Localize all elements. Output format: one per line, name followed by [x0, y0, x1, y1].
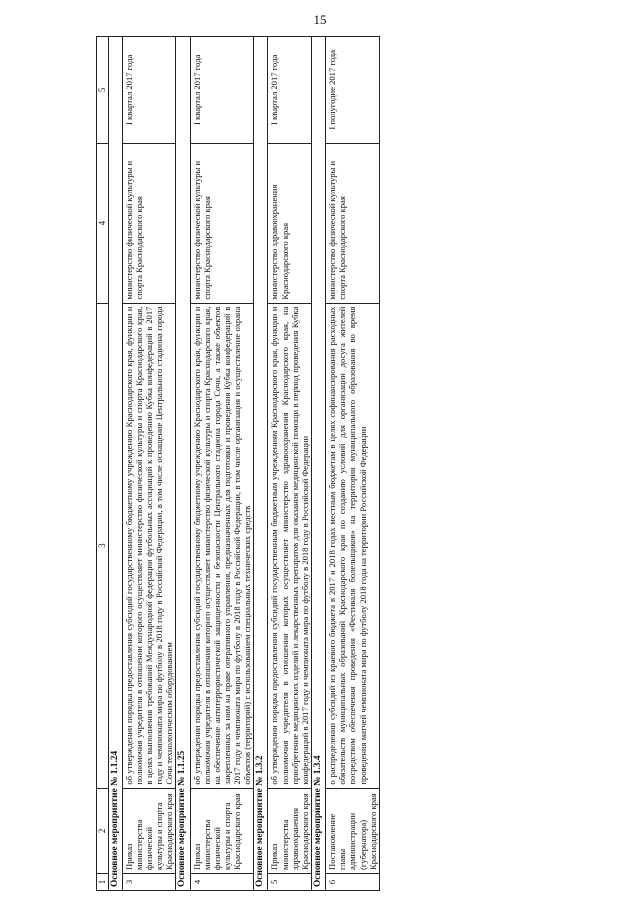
column-number: 2 — [97, 788, 109, 873]
document-description: об утверждении порядка предоставления субсидий государственному бюджетному учреждению Краснодарского края, функции и полномочия учредителя в отношении которого осуществляет министерство физической культуры и спорта Краснодарского края, на обеспечение антитеррористической защищенности и безопасности Центрального стадиона города Сочи, а также объектов закрепленных за ним на праве оперативного управления, предназначенных для подготовки и проведения Кубка конфедераций в 2017 году и чемпионата мира по футболу в 2018 году в Российской Федерации, в том числе организация и осуществление охрана объектов (территорий) с использованием специальных технических средств — [190, 303, 254, 788]
table-row — [190, 37, 254, 891]
row-number: 6 — [326, 873, 380, 890]
document-type: Постановление главы администрации (губернатора) Краснодарского края — [326, 788, 380, 873]
deadline: I квартал 2017 года — [268, 37, 312, 144]
deadline: I квартал 2017 года — [122, 37, 176, 144]
table-row — [268, 37, 312, 891]
section-row — [176, 37, 190, 891]
document-type: Приказ министерства здравоохранения Краснодарского края — [268, 788, 312, 873]
section-row — [254, 37, 268, 891]
row-number: 5 — [268, 873, 312, 890]
table-row — [122, 37, 176, 891]
section-title: Основное мероприятие № 1.1.24 — [108, 37, 122, 891]
row-number: 3 — [122, 873, 176, 890]
section-row — [108, 37, 122, 891]
executor: министерство здравоохранения Краснодарского края — [268, 143, 312, 303]
executor: министерство физической культуры и спорта Краснодарского края — [326, 143, 380, 303]
page-number: 15 — [313, 12, 327, 27]
rotated-table-container — [96, 36, 536, 891]
document-type: Приказ министерства физической культуры и спорта Краснодарского края — [190, 788, 254, 873]
measures-table — [96, 36, 380, 891]
column-number: 1 — [97, 873, 109, 890]
document-description: об утверждении порядка предоставления субсидий государственному бюджетному учреждению Краснодарского края, функции и полномочия учредителя в отношении которого осуществляет министерство физической культуры и спорта Краснодарского края, в целях выполнения требований Международной федерации футбольных ассоциаций к проведению Кубка конфедераций в 2017 году и чемпионата мира по футболу в 2018 году в Российской Федерации, в том числе оснащение Центрального стадиона города Сочи технологическим оборудованием — [122, 303, 176, 788]
row-number: 4 — [190, 873, 254, 890]
column-number: 3 — [97, 303, 109, 788]
document-description: о распределении субсидий из краевого бюджета в 2017 и 2018 годах местным бюджетам в целях софинансирования расходных обязательств муниципальных образований Краснодарского края по созданию условий для организации досуга жителей посредством обеспечения проведения «Фестиваля болельщиков» на территории муниципального образования во время проведения матчей чемпионата мира по футболу 2018 года на территории Российской Федерации — [326, 303, 380, 788]
document-description: об утверждении порядка предоставления субсидий государственным бюджетным учреждениям Краснодарского края, функции и полномочия учредителя в отношении которых осуществляет министерство здравоохранения Краснодарского края, на приобретение медицинских изделий и лекарственных препаратов для оказания медицинской помощи в период проведения Кубка конфедераций в 2017 году и чемпионата мира по футболу в 2018 году в Российской Федерации — [268, 303, 312, 788]
column-number: 4 — [97, 143, 109, 303]
section-row — [312, 37, 326, 891]
deadline: I квартал 2017 года — [190, 37, 254, 144]
rotated-table-area — [96, 36, 536, 891]
column-number: 5 — [97, 37, 109, 144]
section-title: Основное мероприятие № 1.3.2 — [254, 37, 268, 891]
section-title: Основное мероприятие № 1.1.25 — [176, 37, 190, 891]
deadline: I полугодие 2017 года — [326, 37, 380, 144]
executor: министерство физической культуры и спорта Краснодарского края — [190, 143, 254, 303]
table-row — [326, 37, 380, 891]
executor: министерство физической культуры и спорта Краснодарского края — [122, 143, 176, 303]
document-type: Приказ министерства физической культуры и спорта Краснодарского края — [122, 788, 176, 873]
section-title: Основное мероприятие № 1.3.4 — [312, 37, 326, 891]
column-number-row — [97, 37, 109, 891]
